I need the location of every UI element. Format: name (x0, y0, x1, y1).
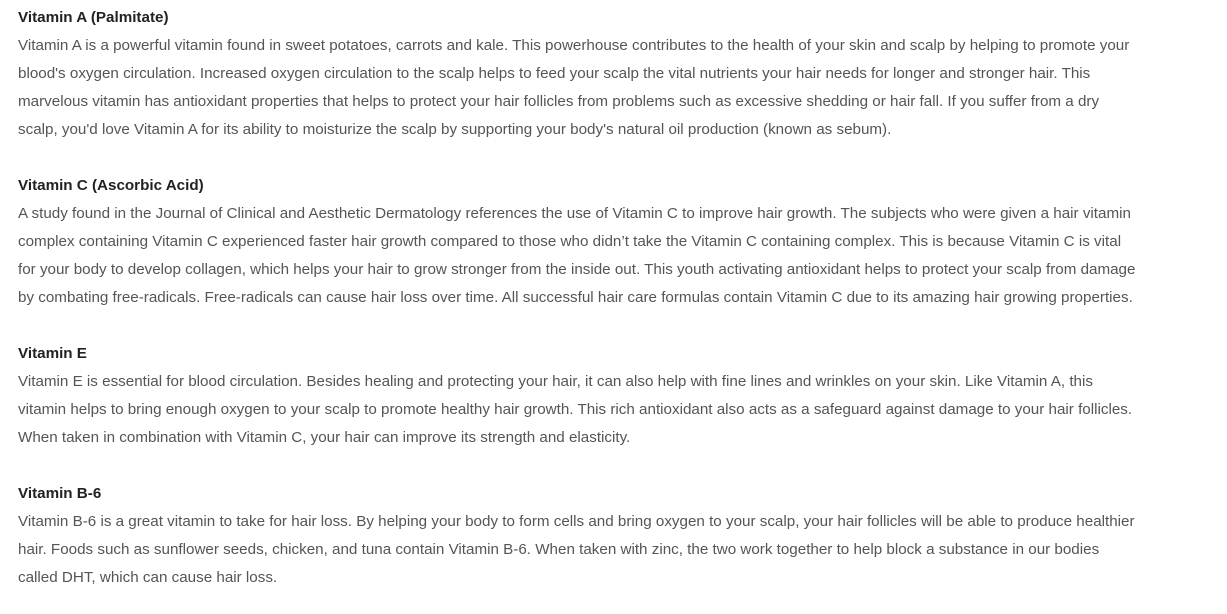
section-vitamin-e (18, 340, 1200, 452)
section-paragraph (18, 200, 1200, 312)
paragraph-line: When taken in combination with Vitamin C, your hair can improve its strength and elasticity. (18, 429, 631, 446)
paragraph-line: marvelous vitamin has antioxidant properties that helps to protect your hair follicles from problems such as excessive shedding or hair fall. If you suffer from a dry (18, 93, 1100, 110)
paragraph-line: by combating free-radicals. Free-radicals can cause hair loss over time. All successful hair care formulas contain Vitamin C due to its amazing hair growing properties. (18, 289, 1133, 306)
paragraph-line: Vitamin B-6 is a great vitamin to take for hair loss. By helping your body to form cells and bring oxygen to your scalp, your hair follicles will be able to produce healthier (18, 513, 1135, 530)
paragraph-line: vitamin helps to bring enough oxygen to your scalp to promote healthy hair growth. This rich antioxidant also acts as a safeguard against damage to your hair follicles. (18, 401, 1133, 418)
section-paragraph (18, 508, 1200, 592)
paragraph-line: Vitamin E is essential for blood circulation. Besides healing and protecting your hair, it can also help with fine lines and wrinkles on your skin. Like Vitamin A, this (18, 373, 1093, 390)
paragraph-line: for your body to develop collagen, which helps your hair to grow stronger from the inside out. This youth activating antioxidant helps to protect your scalp from damage (18, 261, 1136, 278)
section-heading: Vitamin B-6 (18, 485, 102, 502)
section-paragraph (18, 368, 1200, 452)
section-heading: Vitamin C (Ascorbic Acid) (18, 177, 204, 194)
section-paragraph (18, 32, 1200, 144)
section-vitamin-b6 (18, 480, 1200, 592)
section-vitamin-a (18, 4, 1200, 144)
paragraph-line: hair. Foods such as sunflower seeds, chicken, and tuna contain Vitamin B-6. When taken with zinc, the two work together to help block a substance in our bodies (18, 541, 1100, 558)
section-vitamin-c (18, 172, 1200, 312)
paragraph-line: blood's oxygen circulation. Increased oxygen circulation to the scalp helps to feed your scalp the vital nutrients your hair needs for longer and stronger hair. This (18, 65, 1091, 82)
section-heading: Vitamin A (Palmitate) (18, 9, 169, 26)
paragraph-line: complex containing Vitamin C experienced faster hair growth compared to those who didn’t take the Vitamin C containing complex. This is because Vitamin C is vital (18, 233, 1122, 250)
paragraph-line: called DHT, which can cause hair loss. (18, 569, 278, 586)
paragraph-line: scalp, you'd love Vitamin A for its ability to moisturize the scalp by supporting your body's natural oil production (known as sebum). (18, 121, 892, 138)
paragraph-line: A study found in the Journal of Clinical and Aesthetic Dermatology references the use of Vitamin C to improve hair growth. The subjects who were given a hair vitamin (18, 205, 1131, 222)
paragraph-line: Vitamin A is a powerful vitamin found in sweet potatoes, carrots and kale. This powerhouse contributes to the health of your skin and scalp by helping to promote your (18, 37, 1130, 54)
section-heading: Vitamin E (18, 345, 87, 362)
